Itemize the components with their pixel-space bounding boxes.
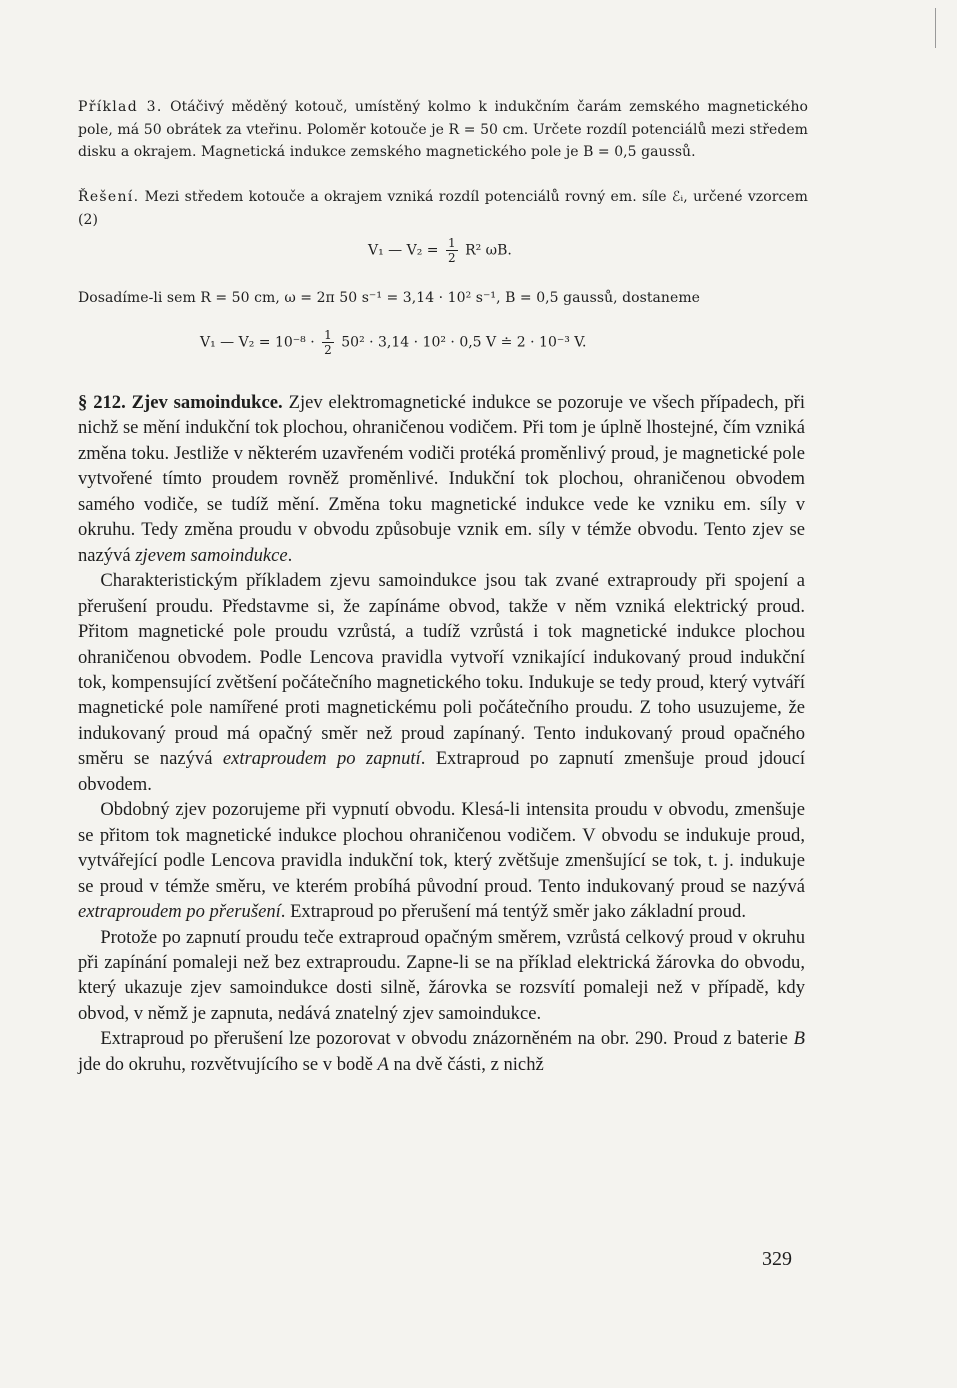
- equation-2-denominator: 2: [324, 343, 332, 357]
- p3-term: extraproudem po přerušení: [78, 901, 281, 923]
- equation-2-rhs: 50² · 3,14 · 10² · 0,5 V ≐ 2 · 10⁻³ V.: [341, 334, 587, 351]
- substitution-text: Dosadíme-li sem R = 50 cm, ω = 2π 50 s⁻¹ = 3,14 · 10² s⁻¹, B = 0,5 gaussů, dostaneme: [78, 290, 700, 306]
- p3-text-b: . Extraproud po přerušení má tentýž směr jako základní proud.: [280, 901, 746, 923]
- p5-var-a: A: [377, 1053, 389, 1075]
- equation-1-fraction: [446, 236, 458, 265]
- paragraph-obr290: [78, 1026, 805, 1077]
- section-heading: [78, 392, 289, 413]
- example-text: Otáčivý měděný kotouč, umístěný kolmo k indukčním čarám zemského magnetického pole, má 50 obrátek za vteřinu. Poloměr kotouče je R = 50 cm. Určete rozdíl potenciálů mezi středem disku a okrajem. Magnetická indukce zemského magnetického pole je B = 0,5 gaussů.: [78, 99, 808, 160]
- p2-text-b: . Extraproud po zapnutí zmenšuje proud jdoucí obvodem.: [78, 748, 806, 795]
- equation-1-denominator: 2: [447, 251, 456, 265]
- body-text: [78, 390, 805, 1077]
- section-term: zjevem samoindukce: [135, 544, 288, 566]
- equation-2: [200, 328, 586, 357]
- p2-text-a: Charakteristickým příkladem zjevu samoindukce jsou tak zvané extraproudy při spojení a přerušení proudu. Představme si, že zapínáme obvod, takže v něm vzniká elektrický proud. Přitom magnetické pole proudu vzrůstá, a tudíž vzrůstá i tok magnetické indukce plochou ohraničenou obvodem. Podle Lencova pravidla vytvoří vznikající indukovaný proud indukční tok, kompensující zvětšení počátečního magnetického toku. Indukuje se tedy proud, který vytváří magnetické pole namířené proti magnetickému poli počátečního proudu. Z toho usuzujeme, že indukovaný proud má opačný směr než proud zapínaný. Tento indukovaný proud opačného směru se nazývá: [78, 570, 805, 770]
- p5-text-a: Extraproud po přerušení lze pozorovat v obvodu znázorněném na obr. 290. Proud z baterie: [100, 1028, 794, 1050]
- equation-1-numerator: 1: [447, 236, 456, 250]
- section-paragraph: [78, 390, 805, 568]
- section-number: § 212.: [78, 392, 126, 413]
- p4-text: Protože po zapnutí proudu teče extraproud opačným směrem, vzrůstá celkový proud v okruhu při zapínání pomaleji než bez extraproudu. Zapne-li se na příklad elektrická žárovka do obvodu, který ukazuje zjev samoindukce dosti silně, žárovka se rozsvítí pomaleji než v případě, kdy obvod, v němž je zapnuta, nedává znatelný zjev samoindukce.: [78, 926, 805, 1024]
- scan-mark: [935, 8, 936, 48]
- equation-1-rhs: R² ωB.: [465, 242, 512, 259]
- substitution-line: [78, 287, 808, 310]
- example-block: [78, 96, 808, 164]
- p2-term: extraproudem po zapnutí: [222, 748, 421, 770]
- section-text-end: .: [287, 544, 293, 566]
- equation-2-lhs: V₁ — V₂ = 10⁻⁸ ·: [200, 334, 315, 351]
- equation-2-numerator: 1: [324, 328, 332, 342]
- paragraph-extraproudy: [78, 568, 805, 797]
- section-text: Zjev elektromagnetické indukce se pozoruje ve všech případech, při nichž se mění indukční tok plochou, ohraničenou vodičem. Při tom je úplně lhostejné, čím vzniká změna toku. Jestliže v některém uzavřeném vodiči protéká proměnlivý proud, je magnetické pole vytvořené tímto proudem rovněž proměnlivé. Indukční tok plochou, ohraničenou obvodem samého vodiče, se tudíž mění. Změna toku magnetické indukce vede ke vzniku em. síly v okruhu. Tedy změna proudu v obvodu způsobuje vznik em. síly v témže obvodu. Tento zjev se nazývá: [78, 392, 806, 566]
- paragraph-zarovka: [78, 925, 805, 1027]
- section-title: Zjev samoindukce.: [131, 392, 283, 413]
- equation-2-fraction: [322, 328, 334, 357]
- p5-text-d: na dvě části, z nichž: [388, 1053, 544, 1075]
- example-label: Příklad 3.: [78, 99, 163, 115]
- p5-var-b: B: [793, 1028, 805, 1050]
- solution-label: Řešení.: [78, 189, 140, 205]
- solution-block: [78, 186, 808, 231]
- p3-text-a: Obdobný zjev pozorujeme při vypnutí obvodu. Klesá-li intensita proudu v obvodu, zmenšuje se přitom tok magnetické indukce plochou ohraničenou vodičem. V obvodu se indukuje proud, vytvářející podle Lencova pravidla indukční tok, který zvětšuje zmenšující se tok, t. j. indukuje se proud v témže směru, ve kterém probíhá původní proud. Tento indukovaný proud se nazývá: [78, 799, 805, 897]
- equation-1-lhs: V₁ — V₂ =: [368, 242, 439, 259]
- page-number: 329: [762, 1248, 792, 1270]
- equation-1: [368, 236, 512, 265]
- solution-text: Mezi středem kotouče a okrajem vzniká rozdíl potenciálů rovný em. síle ℰᵢ, určené vzorcem (2): [78, 189, 808, 228]
- paragraph-vypnuti: [78, 797, 805, 924]
- p5-text-c: jde do okruhu, rozvětvujícího se v bodě: [78, 1053, 378, 1075]
